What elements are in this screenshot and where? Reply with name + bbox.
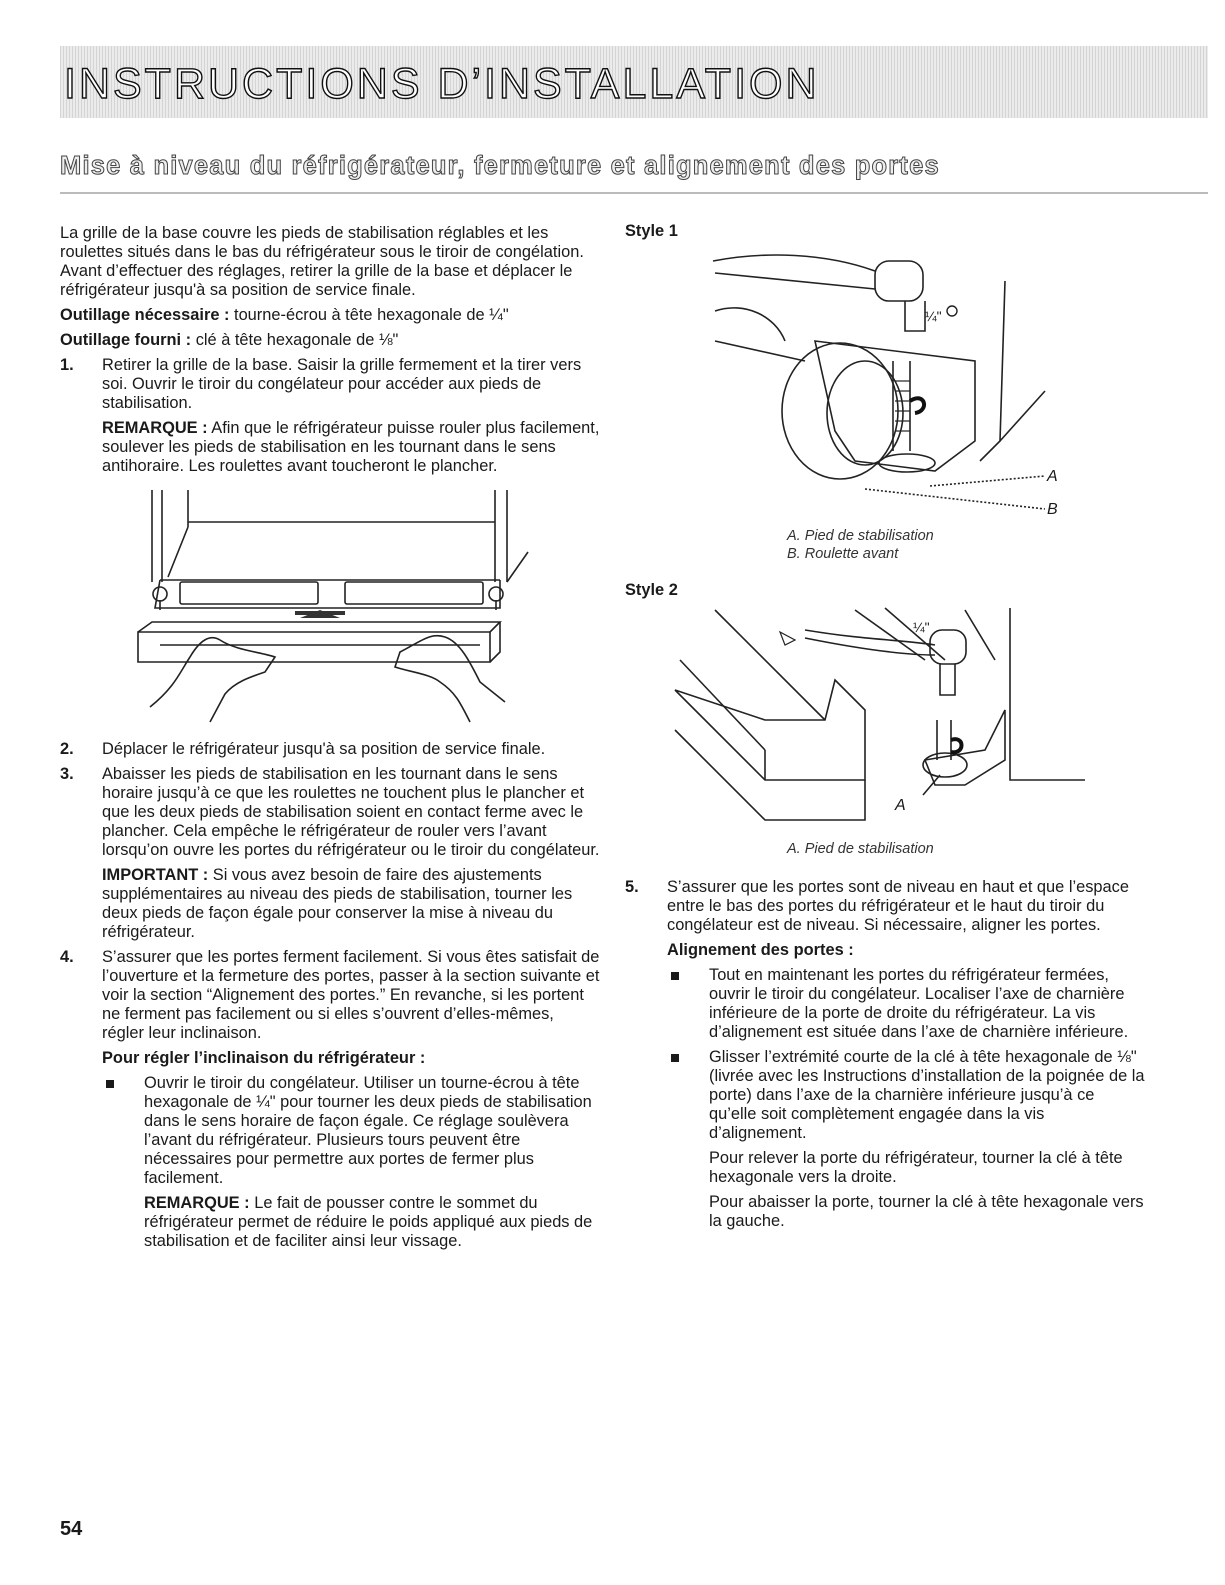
step-2 [60, 740, 600, 759]
style2-dimension: ¼" [913, 619, 930, 635]
style1-label-a: A [1047, 468, 1058, 485]
tools-needed [60, 306, 600, 325]
intro-paragraph: La grille de la base couvre les pieds de stabilisation réglables et les roulettes situés dans le bas du réfrigérateur sous le tiroir de congélation. Avant d’effectuer des réglages, retirer la grille de la base et déplacer le réfrigérateur jusqu'à sa position de service finale. [60, 224, 584, 299]
note [102, 419, 600, 476]
note-text: Le fait de pousser contre le sommet du réfrigérateur permet de réduire le poids appliqué aux pieds de stabilisation et de faciliter ainsi leur vissage. [144, 1194, 593, 1250]
bullet-text: Ouvrir le tiroir du congélateur. Utiliser un tourne-écrou à tête hexagonale de ¼" pour tourner les deux pieds de stabilisation dans le sens horaire de façon égale. Ce réglage soulèvera l’avant du réfrigérateur. Plusieurs tours peuvent être nécessaires pour permettre aux portes de fermer plus facilement. [144, 1074, 592, 1187]
tools-provided [60, 331, 600, 350]
step-number: 2. [60, 740, 74, 758]
style1-dimension: ¼" [925, 308, 942, 324]
style2-label-a: A [895, 797, 906, 814]
step-number: 5. [625, 878, 639, 896]
style1-illustration [625, 241, 1085, 511]
step-1 [60, 356, 600, 476]
bullet-text: Tout en maintenant les portes du réfrigérateur fermées, ouvrir le tiroir du congélateur. Localiser l’axe de charnière inférieure de la porte de droite du réfrigérateur. La vis d’alignement est située dans l’axe de charnière inférieure. [709, 966, 1129, 1041]
step-text: S’assurer que les portes ferment facilement. Si vous êtes satisfait de l’ouverture et la fermeture des portes, passer à la section suivante et voir la section “Alignement des portes.” En revanche, si les portent ne ferment pas facilement ou si elles s’ouvrent d’elles-mêmes, régler leur inclinaison. [102, 948, 600, 1042]
style1-caption-a: A. Pied de stabilisation [787, 528, 934, 544]
tools-provided-text: clé à tête hexagonale de ⅛" [195, 331, 399, 349]
align-heading [667, 941, 1145, 960]
page-number: 54 [60, 1518, 83, 1540]
style1-figure [625, 241, 1085, 518]
tilt-heading [102, 1049, 600, 1068]
base-grille-illustration [60, 482, 600, 732]
bullet-text: Glisser l’extrémité courte de la clé à tête hexagonale de ⅛" (livrée avec les Instructions d’installation de la poignée de la porte) dans l’axe de la charnière inférieure jusqu’à ce qu’elle soit complètement engagée dans la vis d’alignement. [709, 1048, 1145, 1142]
style1-caption-b: B. Roulette avant [787, 546, 899, 562]
align-bullet-2 [667, 1048, 1145, 1231]
tools-provided-label: Outillage fourni : [60, 331, 192, 349]
step-number: 1. [60, 356, 74, 374]
right-column [625, 222, 1145, 1237]
style1-title: Style 1 [625, 222, 678, 240]
style2-title: Style 2 [625, 581, 678, 599]
bullet-square-icon [671, 1054, 679, 1062]
align-bullet-1 [667, 966, 1145, 1042]
style2-illustration [625, 600, 1095, 840]
lower-instruction: Pour abaisser la porte, tourner la clé à tête hexagonale vers la gauche. [709, 1193, 1144, 1230]
important-text: Si vous avez besoin de faire des ajustements supplémentaires au niveau des pieds de stabilisation, tourner les deux pieds de façon égale pour conserver la mise à niveau du réfrigérateur. [102, 866, 573, 941]
important-label: IMPORTANT : [102, 866, 209, 884]
tilt-bullet [102, 1074, 600, 1251]
style1-label-b: B [1047, 501, 1058, 518]
section-title: Mise à niveau du réfrigérateur, fermeture et alignement des portes [60, 152, 940, 180]
note [144, 1194, 600, 1251]
step-text: Déplacer le réfrigérateur jusqu'à sa position de service finale. [102, 740, 546, 758]
title-divider [60, 192, 1208, 194]
step-text: Abaisser les pieds de stabilisation en les tournant dans le sens horaire jusqu’à ce que les roulettes ne touchent plus le plancher et que les deux pieds de stabilisation soient en contact ferme avec le plancher. Cela empêche le réfrigérateur de rouler vers l’avant lorsqu’on ouvre les portes du réfrigérateur ou le tiroir du congélateur. [102, 765, 600, 859]
tools-needed-label: Outillage nécessaire : [60, 306, 230, 324]
important-note [102, 866, 600, 942]
page-title: INSTRUCTIONS D’INSTALLATION [64, 60, 820, 108]
step-3 [60, 765, 600, 942]
bullet-square-icon [106, 1080, 114, 1088]
note-label: REMARQUE : [102, 419, 208, 437]
style2-figure [625, 600, 1095, 840]
step-5 [625, 878, 1145, 1231]
note-label: REMARQUE : [144, 1194, 250, 1212]
tools-needed-text: tourne-écrou à tête hexagonale de ¼" [234, 306, 509, 324]
raise-instruction: Pour relever la porte du réfrigérateur, tourner la clé à tête hexagonale vers la droite. [709, 1149, 1123, 1186]
bullet-square-icon [671, 972, 679, 980]
align-heading-text: Alignement des portes : [667, 941, 854, 959]
step-number: 4. [60, 948, 74, 966]
tilt-heading-text: Pour régler l’inclinaison du réfrigérateur : [102, 1049, 426, 1067]
note-text: Afin que le réfrigérateur puisse rouler plus facilement, soulever les pieds de stabilisation en les tournant dans le sens antihoraire. Les roulettes avant toucheront le plancher. [102, 419, 600, 475]
step-4 [60, 948, 600, 1251]
left-column [60, 224, 600, 1257]
style2-caption-a: A. Pied de stabilisation [787, 841, 934, 857]
step-text: Retirer la grille de la base. Saisir la grille fermement et la tirer vers soi. Ouvrir le tiroir du congélateur pour accéder aux pieds de stabilisation. [102, 356, 582, 412]
step-text: S’assurer que les portes sont de niveau en haut et que l’espace entre le bas des portes du réfrigérateur et le haut du tiroir du congélateur est de niveau. Si nécessaire, aligner les portes. [667, 878, 1129, 934]
step-number: 3. [60, 765, 74, 783]
